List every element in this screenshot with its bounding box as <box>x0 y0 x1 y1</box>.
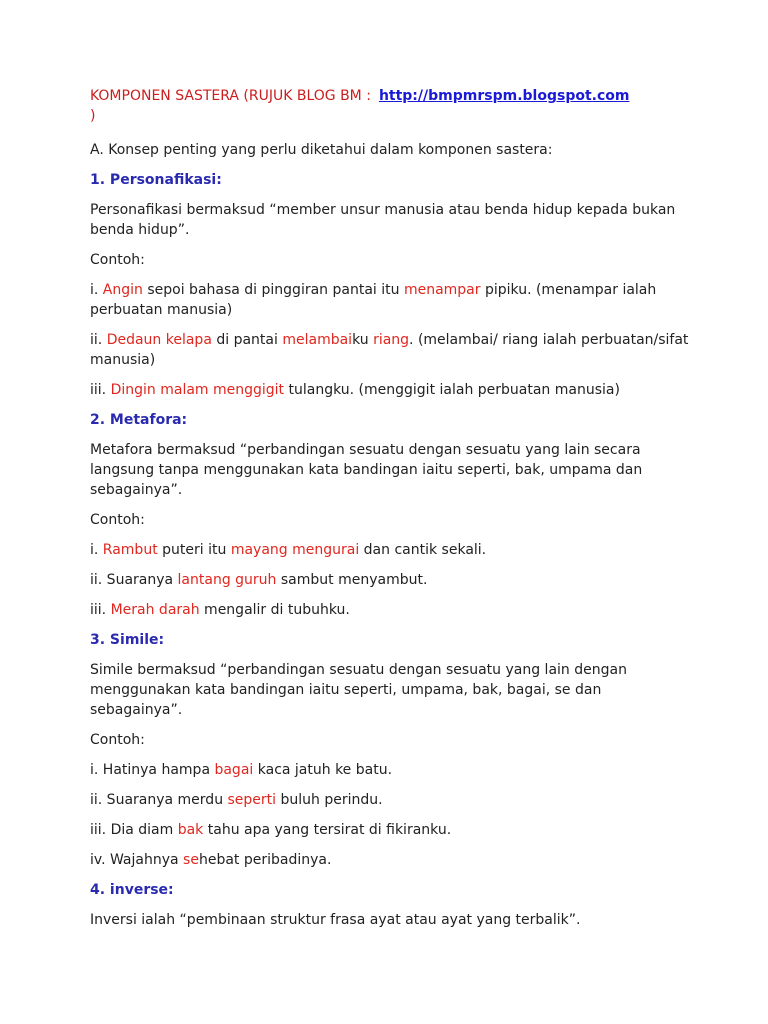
metafora-example-1: i. Rambut puteri itu mayang mengurai dan cantik sekali. <box>90 542 487 558</box>
personafikasi-example-3: iii. Dingin malam menggigit tulangku. (menggigit ialah perbuatan manusia) <box>90 382 620 398</box>
intro-text: A. Konsep penting yang perlu diketahui dalam komponen sastera: <box>90 142 553 158</box>
simile-definition: Simile bermaksud “perbandingan sesuatu dengan sesuatu yang lain dengan menggunakan kata bandingan iaitu seperti, umpama, bak, bagai, se dan sebagainya”. <box>90 662 627 718</box>
simile-contoh-label: Contoh: <box>90 732 145 748</box>
metafora-example-3: iii. Merah darah mengalir di tubuhku. <box>90 602 350 618</box>
section-heading-metafora: 2. Metafora: <box>90 412 188 428</box>
metafora-definition: Metafora bermaksud “perbandingan sesuatu dengan sesuatu yang lain secara langsung tanpa menggunakan kata bandingan iaitu seperti, bak, umpama dan sebagainya”. <box>90 442 643 498</box>
personafikasi-contoh-label: Contoh: <box>90 252 145 268</box>
section-heading-simile: 3. Simile: <box>90 632 165 648</box>
title-closing: ) <box>90 108 96 124</box>
simile-example-2: ii. Suaranya merdu seperti buluh perindu. <box>90 792 383 808</box>
document-title <box>90 86 690 126</box>
inverse-definition: Inversi ialah “pembinaan struktur frasa ayat atau ayat yang terbalik”. <box>90 912 581 928</box>
blog-link[interactable]: http://bmpmrspm.blogspot.com <box>378 88 630 104</box>
personafikasi-example-1: i. Angin sepoi bahasa di pinggiran pantai itu menampar pipiku. (menampar ialah perbuatan manusia) <box>90 282 657 318</box>
personafikasi-definition: Personafikasi bermaksud “member unsur manusia atau benda hidup kepada bukan benda hidup”. <box>90 202 676 238</box>
metafora-example-2: ii. Suaranya lantang guruh sambut menyambut. <box>90 572 428 588</box>
personafikasi-example-2: ii. Dedaun kelapa di pantai melambaiku riang. (melambai/ riang ialah perbuatan/sifat manusia) <box>90 332 689 368</box>
section-heading-inverse: 4. inverse: <box>90 882 174 898</box>
document-body <box>90 86 690 940</box>
simile-example-3: iii. Dia diam bak tahu apa yang tersirat di fikiranku. <box>90 822 452 838</box>
section-heading-personafikasi: 1. Personafikasi: <box>90 172 222 188</box>
title-text: KOMPONEN SASTERA (RUJUK BLOG BM : <box>90 88 371 104</box>
simile-example-1: i. Hatinya hampa bagai kaca jatuh ke batu. <box>90 762 393 778</box>
metafora-contoh-label: Contoh: <box>90 512 145 528</box>
simile-example-4: iv. Wajahnya sehebat peribadinya. <box>90 852 332 868</box>
